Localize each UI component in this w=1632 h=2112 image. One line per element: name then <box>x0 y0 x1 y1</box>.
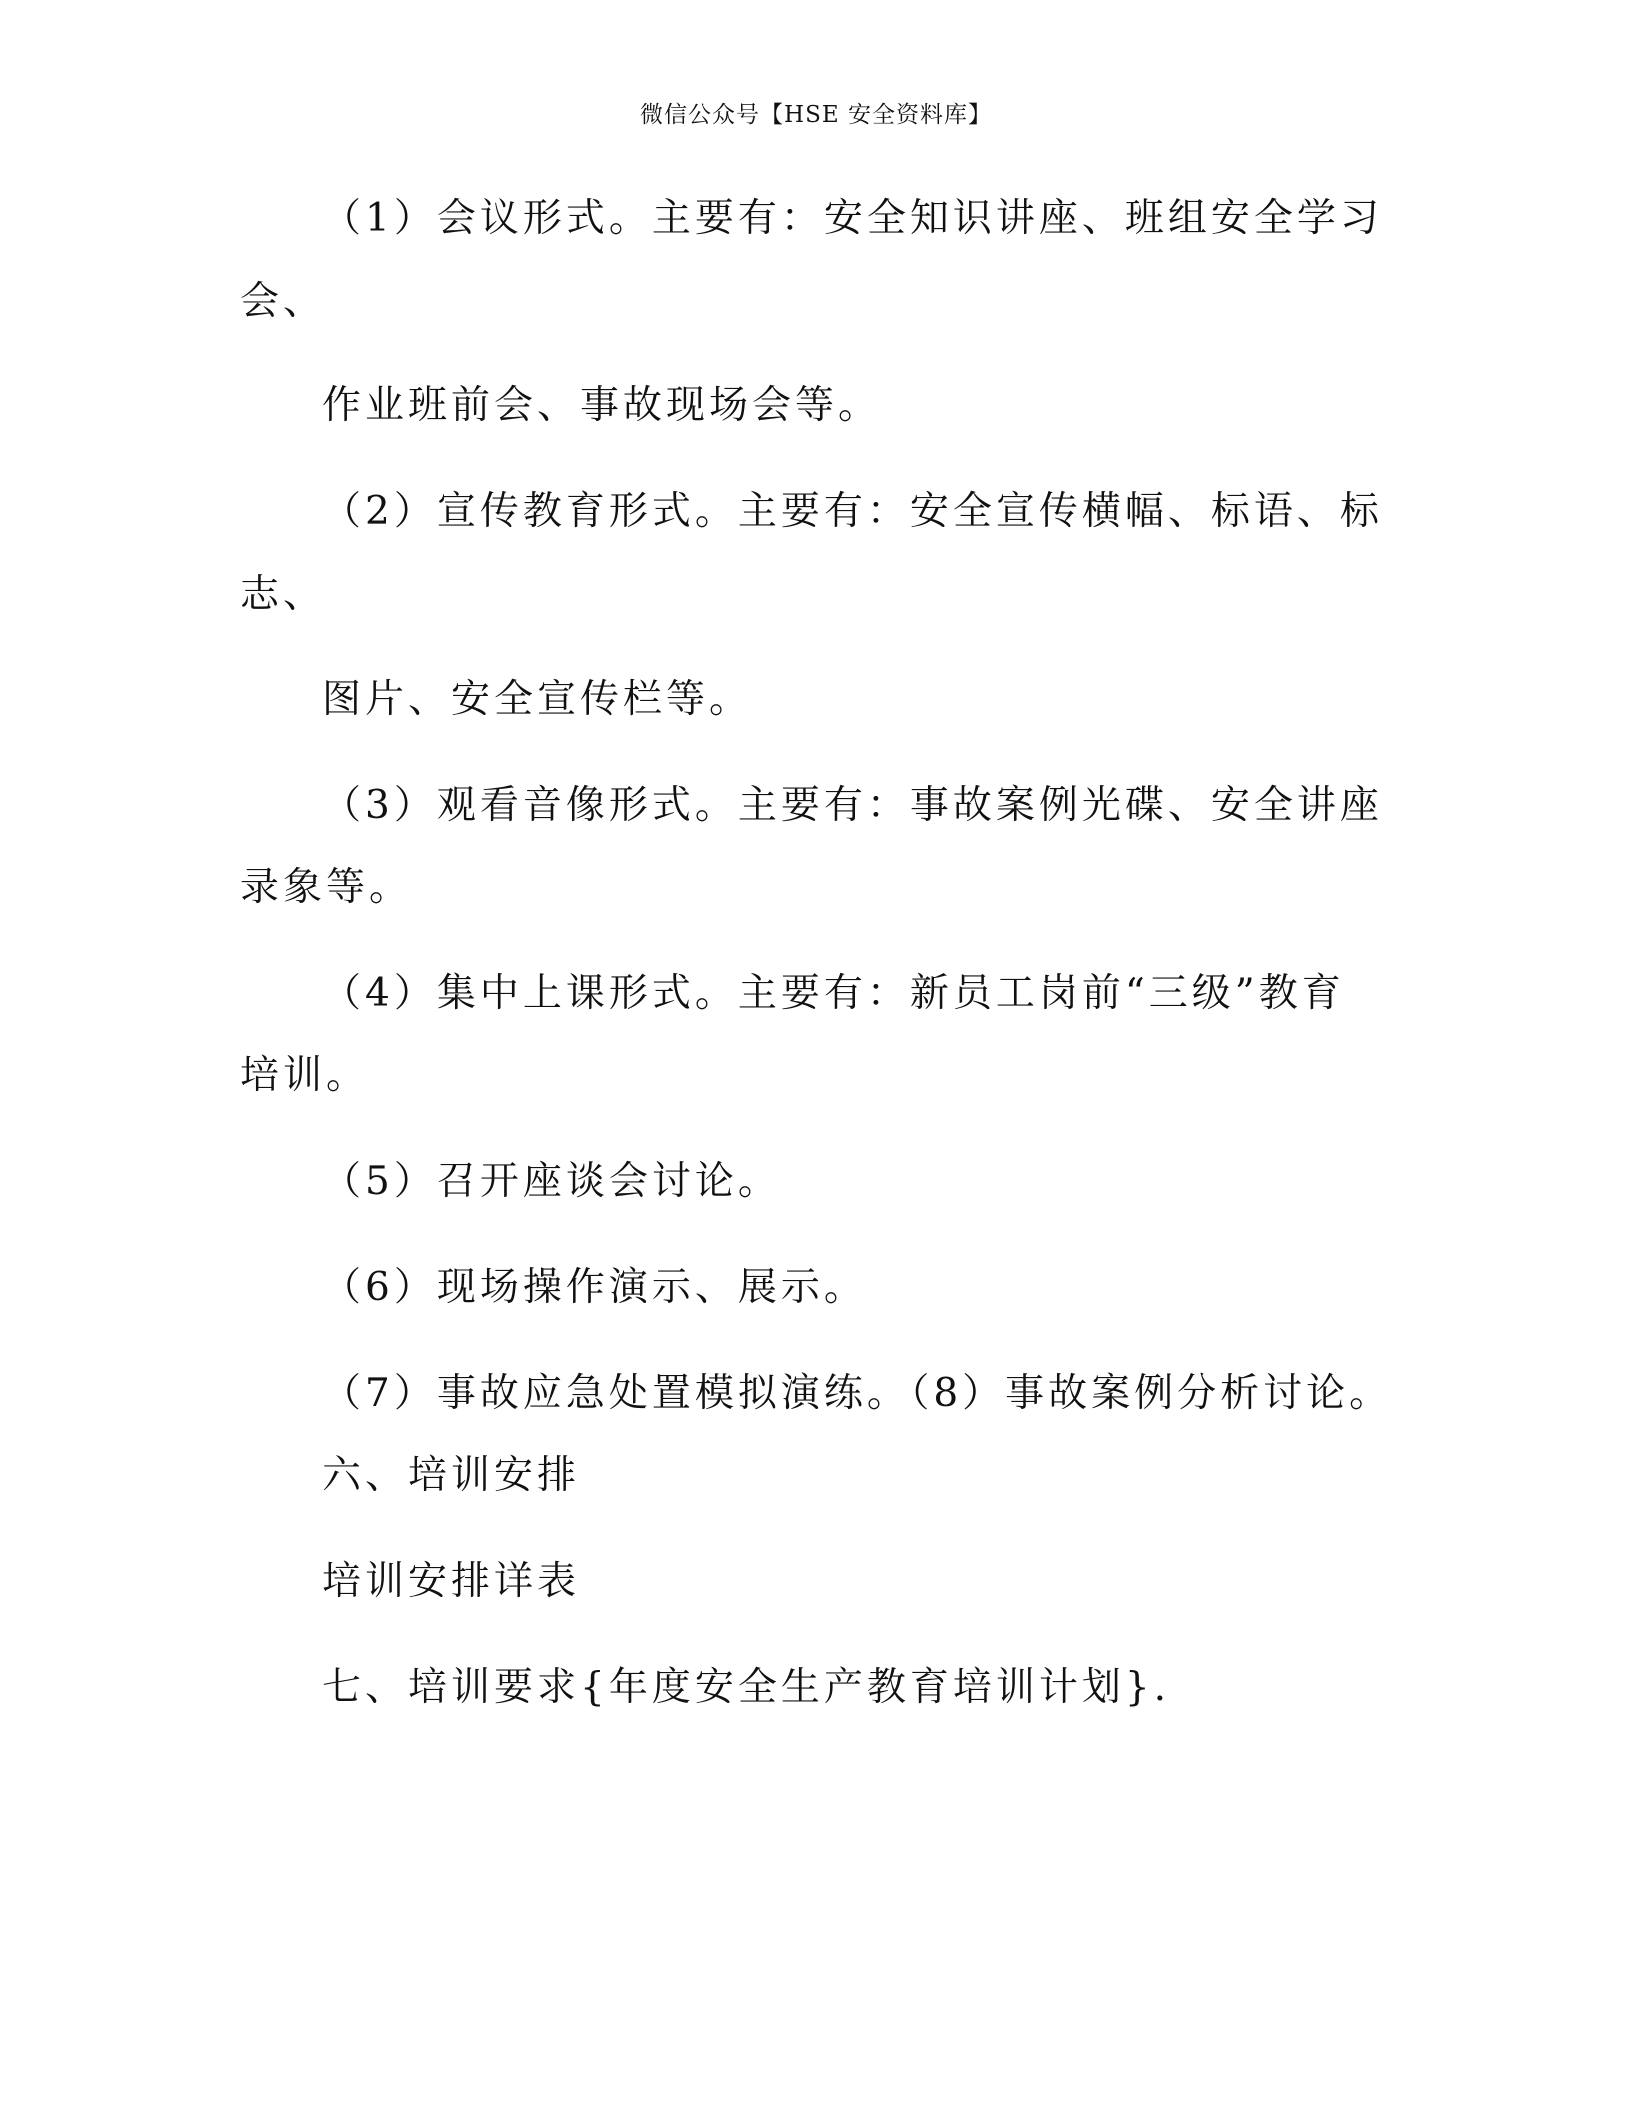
text-line: （5）召开座谈会讨论。 <box>322 1159 781 1204</box>
text-line: （4）集中上课形式。主要有：新员工岗前“三级”教育 <box>322 971 1345 1016</box>
text-line: （1）会议形式。主要有：安全知识讲座、班组安全学习 <box>322 196 1383 241</box>
text-line: （3）观看音像形式。主要有：事故案例光碟、安全讲座 <box>322 783 1383 828</box>
section-heading: 七、培训要求{年度安全生产教育培训计划}. <box>322 1665 1171 1710</box>
text-line: （6）现场操作演示、展示。 <box>322 1265 867 1310</box>
text-line: 志、 <box>240 572 327 617</box>
text-line: 作业班前会、事故现场会等。 <box>322 383 882 428</box>
text-line: 培训。 <box>240 1053 370 1098</box>
text-line: 培训安排详表 <box>322 1559 581 1604</box>
text-line: 会、 <box>240 279 327 324</box>
section-heading: 六、培训安排 <box>322 1453 581 1498</box>
text-line: （2）宣传教育形式。主要有：安全宣传横幅、标语、标 <box>322 489 1383 534</box>
text-line: （7）事故应急处置模拟演练。（8）事故案例分析讨论。 <box>322 1371 1393 1416</box>
text-line: 图片、安全宣传栏等。 <box>322 677 753 722</box>
page-header: 微信公众号【HSE 安全资料库】 <box>640 102 992 128</box>
text-line: 录象等。 <box>240 865 413 910</box>
